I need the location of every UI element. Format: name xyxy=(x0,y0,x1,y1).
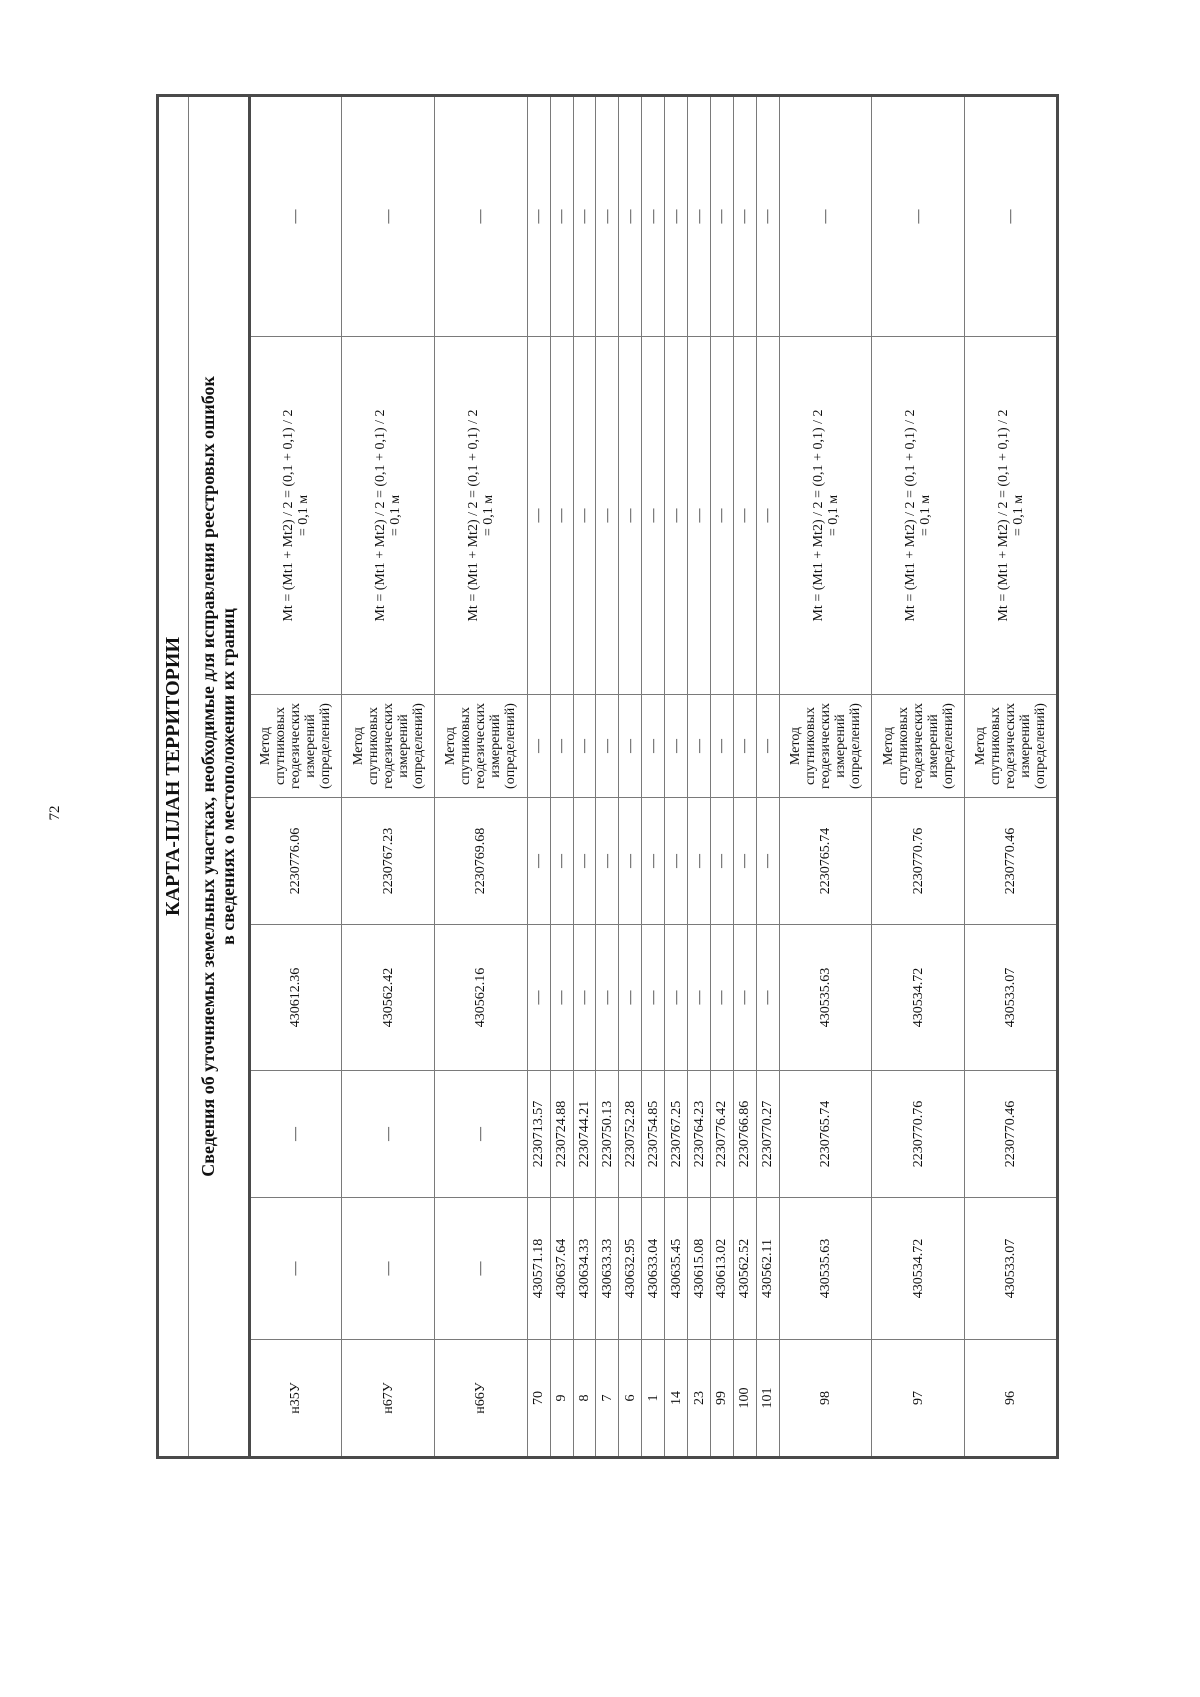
new-y-cell: 2230769.68 xyxy=(435,798,528,925)
point-id-cell: 98 xyxy=(779,1340,872,1458)
method-cell: — xyxy=(619,695,642,798)
old-x-cell: 430635.45 xyxy=(665,1198,688,1340)
accuracy-cell: — xyxy=(756,337,779,695)
method-cell: — xyxy=(642,695,665,798)
point-id-cell: н67У xyxy=(342,1340,435,1458)
old-y-cell: 2230764.23 xyxy=(688,1071,711,1198)
table-row xyxy=(642,95,665,1457)
accuracy-result: = 0,1 м xyxy=(388,494,404,537)
new-x-cell: — xyxy=(619,925,642,1071)
table-row xyxy=(527,95,550,1457)
new-y-cell: — xyxy=(573,798,596,925)
new-x-cell: 430562.16 xyxy=(435,925,528,1071)
description-cell: — xyxy=(688,95,711,336)
accuracy-formula: Mt = (Mt1 + Mt2) / 2 = (0,1 + 0,1) / 2 xyxy=(280,409,296,622)
method-cell: — xyxy=(573,695,596,798)
old-x-cell: 430613.02 xyxy=(711,1198,734,1340)
new-y-cell: — xyxy=(665,798,688,925)
new-y-cell: — xyxy=(733,798,756,925)
old-y-cell: — xyxy=(435,1071,528,1198)
new-x-cell: 430534.72 xyxy=(872,925,965,1071)
method-cell: — xyxy=(711,695,734,798)
accuracy-result: = 0,1 м xyxy=(480,494,496,537)
new-y-cell: — xyxy=(688,798,711,925)
description-cell: — xyxy=(872,95,965,336)
method-cell: — xyxy=(688,695,711,798)
new-y-cell: 2230767.23 xyxy=(342,798,435,925)
page-title: КАРТА-ПЛАН ТЕРРИТОРИИ xyxy=(158,95,189,1457)
point-id-cell: 97 xyxy=(872,1340,965,1458)
old-x-cell: — xyxy=(249,1198,342,1340)
old-x-cell: 430632.95 xyxy=(619,1198,642,1340)
description-cell: — xyxy=(733,95,756,336)
page-subtitle xyxy=(188,95,249,1457)
point-id-cell: н66У xyxy=(435,1340,528,1458)
accuracy-result: = 0,1 м xyxy=(1010,494,1026,537)
new-x-cell: — xyxy=(573,925,596,1071)
new-x-cell: — xyxy=(550,925,573,1071)
accuracy-cell: — xyxy=(688,337,711,695)
method-cell: Метод спутниковых геодезических измерений (определений) xyxy=(342,695,435,798)
point-id-cell: 101 xyxy=(756,1340,779,1458)
new-x-cell: 430612.36 xyxy=(249,925,342,1071)
new-y-cell: — xyxy=(619,798,642,925)
old-y-cell: 2230724.88 xyxy=(550,1071,573,1198)
method-cell: Метод спутниковых геодезических измерений (определений) xyxy=(779,695,872,798)
old-x-cell: — xyxy=(435,1198,528,1340)
point-id-cell: 9 xyxy=(550,1340,573,1458)
old-y-cell: 2230754.85 xyxy=(642,1071,665,1198)
new-x-cell: — xyxy=(711,925,734,1071)
description-cell: — xyxy=(573,95,596,336)
description-cell: — xyxy=(965,95,1058,336)
description-cell: — xyxy=(665,95,688,336)
point-id-cell: 99 xyxy=(711,1340,734,1458)
new-x-cell: — xyxy=(756,925,779,1071)
old-y-cell: 2230750.13 xyxy=(596,1071,619,1198)
point-id-cell: 96 xyxy=(965,1340,1058,1458)
old-x-cell: 430562.52 xyxy=(733,1198,756,1340)
table-row xyxy=(965,95,1058,1457)
new-y-cell: — xyxy=(711,798,734,925)
new-y-cell: — xyxy=(550,798,573,925)
table-row xyxy=(756,95,779,1457)
new-x-cell: 430562.42 xyxy=(342,925,435,1071)
old-x-cell: 430533.07 xyxy=(965,1198,1058,1340)
accuracy-result: = 0,1 м xyxy=(825,494,841,537)
method-cell: Метод спутниковых геодезических измерений (определений) xyxy=(435,695,528,798)
old-y-cell: — xyxy=(342,1071,435,1198)
method-cell: — xyxy=(665,695,688,798)
subtitle-line-2: в сведениях о местоположении их границ xyxy=(218,608,239,945)
accuracy-cell: — xyxy=(527,337,550,695)
table-row xyxy=(872,95,965,1457)
point-id-cell: 6 xyxy=(619,1340,642,1458)
new-x-cell: — xyxy=(596,925,619,1071)
new-y-cell: — xyxy=(596,798,619,925)
accuracy-cell: — xyxy=(596,337,619,695)
accuracy-formula: Mt = (Mt1 + Mt2) / 2 = (0,1 + 0,1) / 2 xyxy=(903,409,919,622)
description-cell: — xyxy=(342,95,435,336)
table-row xyxy=(665,95,688,1457)
old-x-cell: — xyxy=(342,1198,435,1340)
new-y-cell: 2230770.76 xyxy=(872,798,965,925)
new-y-cell: 2230765.74 xyxy=(779,798,872,925)
table-row xyxy=(573,95,596,1457)
accuracy-cell xyxy=(965,337,1058,695)
table-row xyxy=(596,95,619,1457)
accuracy-cell: — xyxy=(619,337,642,695)
accuracy-cell xyxy=(872,337,965,695)
old-x-cell: 430615.08 xyxy=(688,1198,711,1340)
method-cell: Метод спутниковых геодезических измерений (определений) xyxy=(249,695,342,798)
method-cell: Метод спутниковых геодезических измерений (определений) xyxy=(965,695,1058,798)
point-id-cell: 70 xyxy=(527,1340,550,1458)
description-cell: — xyxy=(249,95,342,336)
description-cell: — xyxy=(596,95,619,336)
table-row xyxy=(249,95,342,1457)
new-x-cell: — xyxy=(642,925,665,1071)
table-row xyxy=(779,95,872,1457)
table-row xyxy=(711,95,734,1457)
old-y-cell: 2230713.57 xyxy=(527,1071,550,1198)
table-row xyxy=(550,95,573,1457)
accuracy-cell xyxy=(779,337,872,695)
accuracy-cell: — xyxy=(733,337,756,695)
new-x-cell: — xyxy=(527,925,550,1071)
old-x-cell: 430634.33 xyxy=(573,1198,596,1340)
method-cell: Метод спутниковых геодезических измерений (определений) xyxy=(872,695,965,798)
table-row xyxy=(733,95,756,1457)
accuracy-cell xyxy=(249,337,342,695)
new-y-cell: 2230770.46 xyxy=(965,798,1058,925)
description-cell: — xyxy=(527,95,550,336)
new-x-cell: — xyxy=(665,925,688,1071)
new-y-cell: — xyxy=(756,798,779,925)
description-cell: — xyxy=(619,95,642,336)
registry-table xyxy=(156,94,1059,1459)
description-cell: — xyxy=(550,95,573,336)
description-cell: — xyxy=(756,95,779,336)
point-id-cell: 7 xyxy=(596,1340,619,1458)
new-x-cell: 430533.07 xyxy=(965,925,1058,1071)
old-x-cell: 430633.04 xyxy=(642,1198,665,1340)
accuracy-result: = 0,1 м xyxy=(295,494,311,537)
accuracy-formula: Mt = (Mt1 + Mt2) / 2 = (0,1 + 0,1) / 2 xyxy=(810,409,826,622)
point-id-cell: н35У xyxy=(249,1340,342,1458)
point-id-cell: 8 xyxy=(573,1340,596,1458)
old-x-cell: 430562.11 xyxy=(756,1198,779,1340)
old-y-cell: 2230770.76 xyxy=(872,1071,965,1198)
method-cell: — xyxy=(527,695,550,798)
new-y-cell: — xyxy=(527,798,550,925)
method-cell: — xyxy=(550,695,573,798)
description-cell: — xyxy=(779,95,872,336)
old-y-cell: 2230770.46 xyxy=(965,1071,1058,1198)
old-x-cell: 430633.33 xyxy=(596,1198,619,1340)
accuracy-formula: Mt = (Mt1 + Mt2) / 2 = (0,1 + 0,1) / 2 xyxy=(465,409,481,622)
accuracy-cell: — xyxy=(642,337,665,695)
accuracy-cell: — xyxy=(573,337,596,695)
old-y-cell: 2230744.21 xyxy=(573,1071,596,1198)
accuracy-cell: — xyxy=(665,337,688,695)
point-id-cell: 100 xyxy=(733,1340,756,1458)
new-y-cell: 2230776.06 xyxy=(249,798,342,925)
new-x-cell: — xyxy=(688,925,711,1071)
old-y-cell: — xyxy=(249,1071,342,1198)
accuracy-cell xyxy=(342,337,435,695)
old-x-cell: 430535.63 xyxy=(779,1198,872,1340)
accuracy-cell: — xyxy=(550,337,573,695)
accuracy-cell: — xyxy=(711,337,734,695)
old-y-cell: 2230767.25 xyxy=(665,1071,688,1198)
method-cell: — xyxy=(733,695,756,798)
accuracy-cell xyxy=(435,337,528,695)
new-y-cell: — xyxy=(642,798,665,925)
rotated-page-content xyxy=(156,97,1059,1459)
point-id-cell: 1 xyxy=(642,1340,665,1458)
old-x-cell: 430637.64 xyxy=(550,1198,573,1340)
description-cell: — xyxy=(435,95,528,336)
table-row xyxy=(342,95,435,1457)
accuracy-result: = 0,1 м xyxy=(918,494,934,537)
new-x-cell: 430535.63 xyxy=(779,925,872,1071)
page-number: 72 xyxy=(47,805,63,821)
old-y-cell: 2230766.86 xyxy=(733,1071,756,1198)
point-id-cell: 14 xyxy=(665,1340,688,1458)
old-x-cell: 430534.72 xyxy=(872,1198,965,1340)
description-cell: — xyxy=(711,95,734,336)
old-y-cell: 2230752.28 xyxy=(619,1071,642,1198)
table-row xyxy=(619,95,642,1457)
point-id-cell: 23 xyxy=(688,1340,711,1458)
subtitle-line-1: Сведения об уточняемых земельных участках, необходимые для исправления реестровых ошибок xyxy=(198,376,219,1177)
accuracy-formula: Mt = (Mt1 + Mt2) / 2 = (0,1 + 0,1) / 2 xyxy=(995,409,1011,622)
table-row xyxy=(688,95,711,1457)
method-cell: — xyxy=(596,695,619,798)
method-cell: — xyxy=(756,695,779,798)
old-y-cell: 2230765.74 xyxy=(779,1071,872,1198)
old-y-cell: 2230776.42 xyxy=(711,1071,734,1198)
new-x-cell: — xyxy=(733,925,756,1071)
accuracy-formula: Mt = (Mt1 + Mt2) / 2 = (0,1 + 0,1) / 2 xyxy=(373,409,389,622)
old-x-cell: 430571.18 xyxy=(527,1198,550,1340)
old-y-cell: 2230770.27 xyxy=(756,1071,779,1198)
description-cell: — xyxy=(642,95,665,336)
table-row xyxy=(435,95,528,1457)
